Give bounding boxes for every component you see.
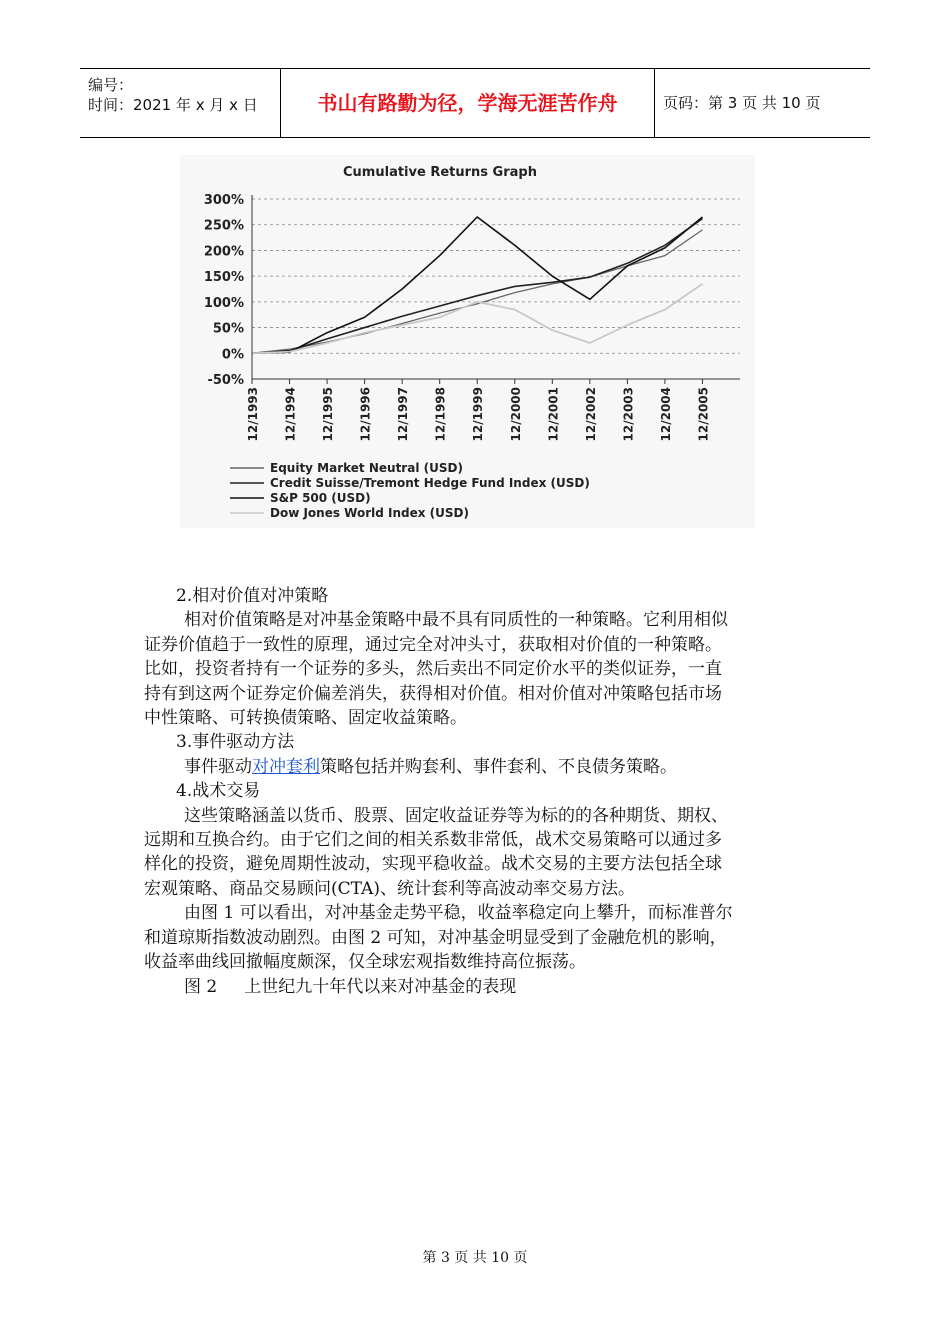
x-tick-label: 12/2003 (621, 387, 636, 442)
chart-title: Cumulative Returns Graph (343, 165, 537, 180)
header-motto: 书山有路勤为径，学海无涯苦作舟 (281, 69, 655, 137)
x-tick-label: 12/1994 (283, 387, 298, 442)
paragraph-line: 这些策略涵盖以货币、股票、固定收益证券等为标的的各种期货、期权、 (184, 805, 728, 826)
legend-label: Dow Jones World Index (USD) (270, 506, 470, 520)
x-tick-label: 12/2002 (583, 387, 598, 442)
chart-background (180, 155, 755, 528)
section-heading-event-driven: 3.事件驱动方法 (176, 732, 295, 753)
paragraph-line: 宏观策略、商品交易顾问(CTA)、统计套利等高波动率交易方法。 (144, 878, 635, 899)
article-body (144, 584, 816, 999)
paragraph-line: 证券价值趋于一致性的原理，通过完全对冲头寸，获取相对价值的一种策略。 (144, 634, 722, 655)
section-heading-relative-value: 2.相对价值对冲策略 (176, 586, 329, 606)
number-label: 编号： (88, 76, 134, 94)
header-page-info: 页码：第 3 页 共 10 页 (663, 94, 821, 112)
x-tick-label: 12/2004 (658, 387, 673, 442)
section-heading-tactical-trading: 4.战术交易 (176, 781, 261, 802)
y-tick-label: 300% (203, 193, 244, 208)
paragraph-event-driven (176, 755, 816, 779)
y-tick-label: 250% (203, 218, 244, 234)
figure-caption: 图 2 上世纪九十年代以来对冲基金的表现 (184, 976, 517, 997)
x-tick-label: 12/2001 (546, 387, 561, 442)
x-tick-label: 12/1996 (358, 387, 373, 442)
time-label: 时间：2021 年 x 月 x 日 (88, 96, 258, 114)
legend-label: S&P 500 (USD) (270, 491, 371, 505)
paragraph-line: 持有到这两个证券定价偏差消失，获得相对价值。相对价值对冲策略包括市场 (144, 683, 722, 704)
x-tick-label: 12/2005 (696, 387, 711, 442)
y-tick-label: -50% (207, 373, 244, 388)
x-tick-label: 12/1999 (471, 387, 486, 442)
cumulative-returns-chart (180, 155, 755, 528)
paragraph-line: 由图 1 可以看出，对冲基金走势平稳，收益率稳定向上攀升，而标准普尔 (184, 903, 733, 924)
y-tick-label: 150% (203, 270, 244, 286)
legend-label: Credit Suisse/Tremont Hedge Fund Index (USD) (270, 476, 590, 490)
x-tick-label: 12/1997 (396, 387, 411, 442)
y-tick-label: 100% (203, 295, 244, 311)
paragraph-line: 收益率曲线回撤幅度颇深，仅全球宏观指数维持高位振荡。 (144, 952, 586, 973)
paragraph-line: 和道琼斯指数波动剧烈。由图 2 可知，对冲基金明显受到了金融危机的影响， (144, 927, 727, 948)
y-tick-label: 200% (203, 244, 244, 260)
page-header (80, 68, 870, 138)
x-tick-label: 12/1993 (246, 387, 260, 442)
paragraph-line: 样化的投资，避免周期性波动，实现平稳收益。战术交易的主要方法包括全球 (144, 854, 722, 875)
x-tick-label: 12/2000 (508, 387, 523, 442)
y-tick-label: 0% (221, 347, 244, 363)
paragraph-line: 远期和互换合约。由于它们之间的相关系数非常低，战术交易策略可以通过多 (144, 830, 722, 851)
hedge-arbitrage-link[interactable]: 对冲套利 (252, 756, 320, 777)
text-fragment: 策略包括并购套利、事件套利、不良债务策略。 (320, 756, 677, 777)
header-meta (80, 69, 281, 137)
x-tick-label: 12/1995 (321, 387, 336, 442)
paragraph-line: 比如，投资者持有一个证券的多头，然后卖出不同定价水平的类似证券，一直 (144, 659, 722, 680)
paragraph-line: 中性策略、可转换债策略、固定收益策略。 (144, 708, 467, 729)
paragraph-line: 相对价值策略是对冲基金策略中最不具有同质性的一种策略。它利用相似 (184, 610, 728, 631)
text-fragment: 事件驱动 (184, 756, 252, 777)
x-tick-label: 12/1998 (433, 387, 448, 442)
y-tick-label: 50% (212, 321, 244, 337)
legend-label: Equity Market Neutral (USD) (270, 461, 463, 475)
page-footer: 第 3 页 共 10 页 (422, 1250, 528, 1266)
